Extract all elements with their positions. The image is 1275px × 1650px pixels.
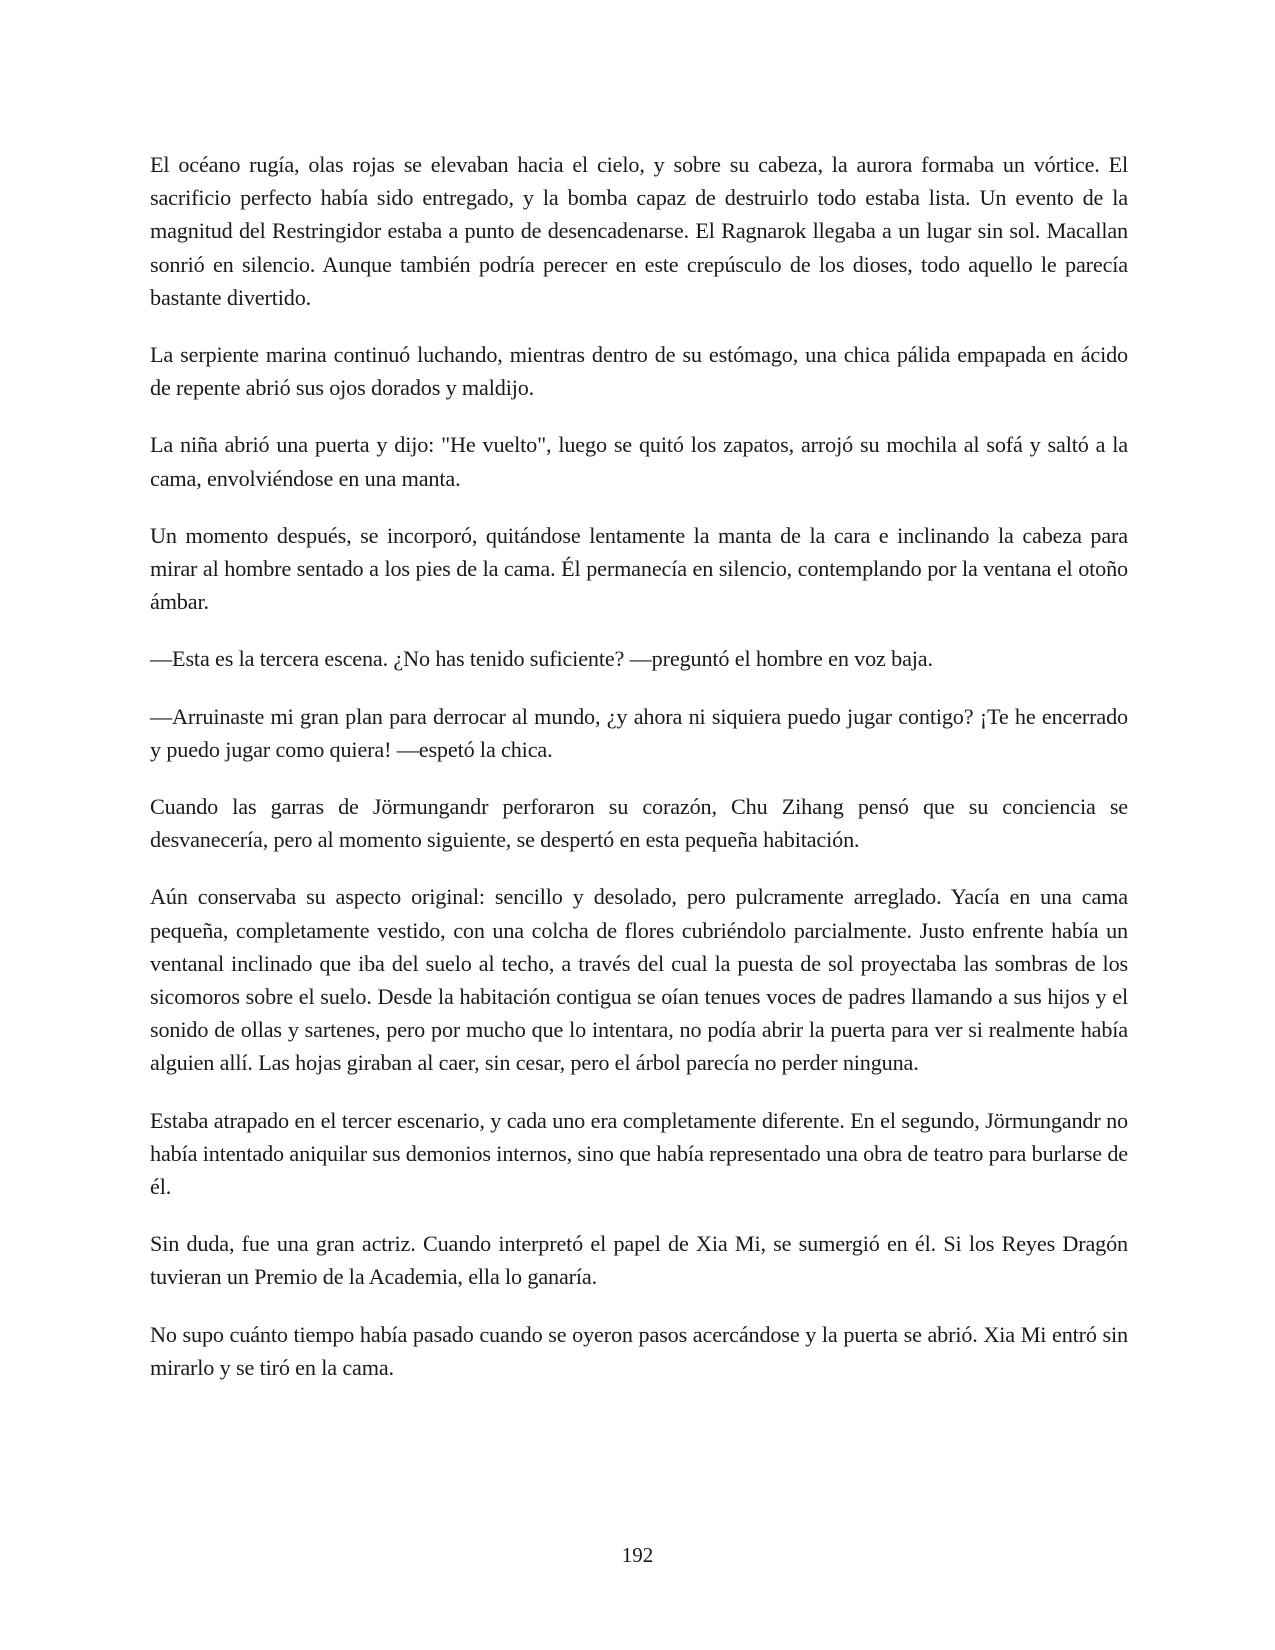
paragraph-2: La serpiente marina continuó luchando, mientras dentro de su estómago, una chica pálida empapada en ácido de repente abrió sus ojos dorados y maldijo. (150, 342, 1128, 401)
paragraph-8: Aún conservaba su aspecto original: sencillo y desolado, pero pulcramente arreglado. Yacía en una cama pequeña, completamente vestido, con una colcha de flores cubriéndolo parcialmente. Justo enfrente había un ventanal inclinado que iba del suelo al techo, a través del cual la puesta de sol proyectaba las sombras de los sicomoros sobre el suelo. Desde la habitación contigua se oían tenues voces de padres llamando a sus hijos y el sonido de ollas y sartenes, pero por mucho que lo intentara, no podía abrir la puerta para ver si realmente había alguien allí. Las hojas giraban al caer, sin cesar, pero el árbol parecía no perder ninguna. (150, 884, 1128, 1076)
paragraph-3: La niña abrió una puerta y dijo: "He vuelto", luego se quitó los zapatos, arrojó su mochila al sofá y saltó a la cama, envolviéndose en una manta. (150, 432, 1128, 491)
page-body (150, 148, 1128, 1408)
paragraph-9: Estaba atrapado en el tercer escenario, y cada uno era completamente diferente. En el segundo, Jörmungandr no había intentado aniquilar sus demonios internos, sino que había representado una obra de teatro para burlarse de él. (150, 1107, 1128, 1200)
paragraph-1: El océano rugía, olas rojas se elevaban hacia el cielo, y sobre su cabeza, la aurora formaba un vórtice. El sacrificio perfecto había sido entregado, y la bomba capaz de destruirlo todo estaba lista. Un evento de la magnitud del Restringidor estaba a punto de desencadenarse. El Ragnarok llegaba a un lugar sin sol. Macallan sonrió en silencio. Aunque también podría perecer en este crepúsculo de los dioses, todo aquello le parecía bastante divertido. (150, 152, 1128, 310)
paragraph-7: Cuando las garras de Jörmungandr perforaron su corazón, Chu Zihang pensó que su conciencia se desvanecería, pero al momento siguiente, se despertó en esta pequeña habitación. (150, 794, 1128, 853)
paragraph-6: —Arruinaste mi gran plan para derrocar al mundo, ¿y ahora ni siquiera puedo jugar contigo? ¡Te he encerrado y puedo jugar como quiera! —espetó la chica. (150, 703, 1128, 762)
paragraph-10: Sin duda, fue una gran actriz. Cuando interpretó el papel de Xia Mi, se sumergió en él. Si los Reyes Dragón tuvieran un Premio de la Academia, ella lo ganaría. (150, 1231, 1128, 1290)
paragraph-11: No supo cuánto tiempo había pasado cuando se oyeron pasos acercándose y la puerta se abrió. Xia Mi entró sin mirarlo y se tiró en la cama. (150, 1321, 1128, 1380)
paragraph-4: Un momento después, se incorporó, quitándose lentamente la manta de la cara e inclinando la cabeza para mirar al hombre sentado a los pies de la cama. Él permanecía en silencio, contemplando por la ventana el otoño ámbar. (150, 522, 1128, 615)
page-number: 192 (621, 1543, 654, 1567)
paragraph-5: —Esta es la tercera escena. ¿No has tenido suficiente? —preguntó el hombre en voz baja. (150, 646, 933, 672)
